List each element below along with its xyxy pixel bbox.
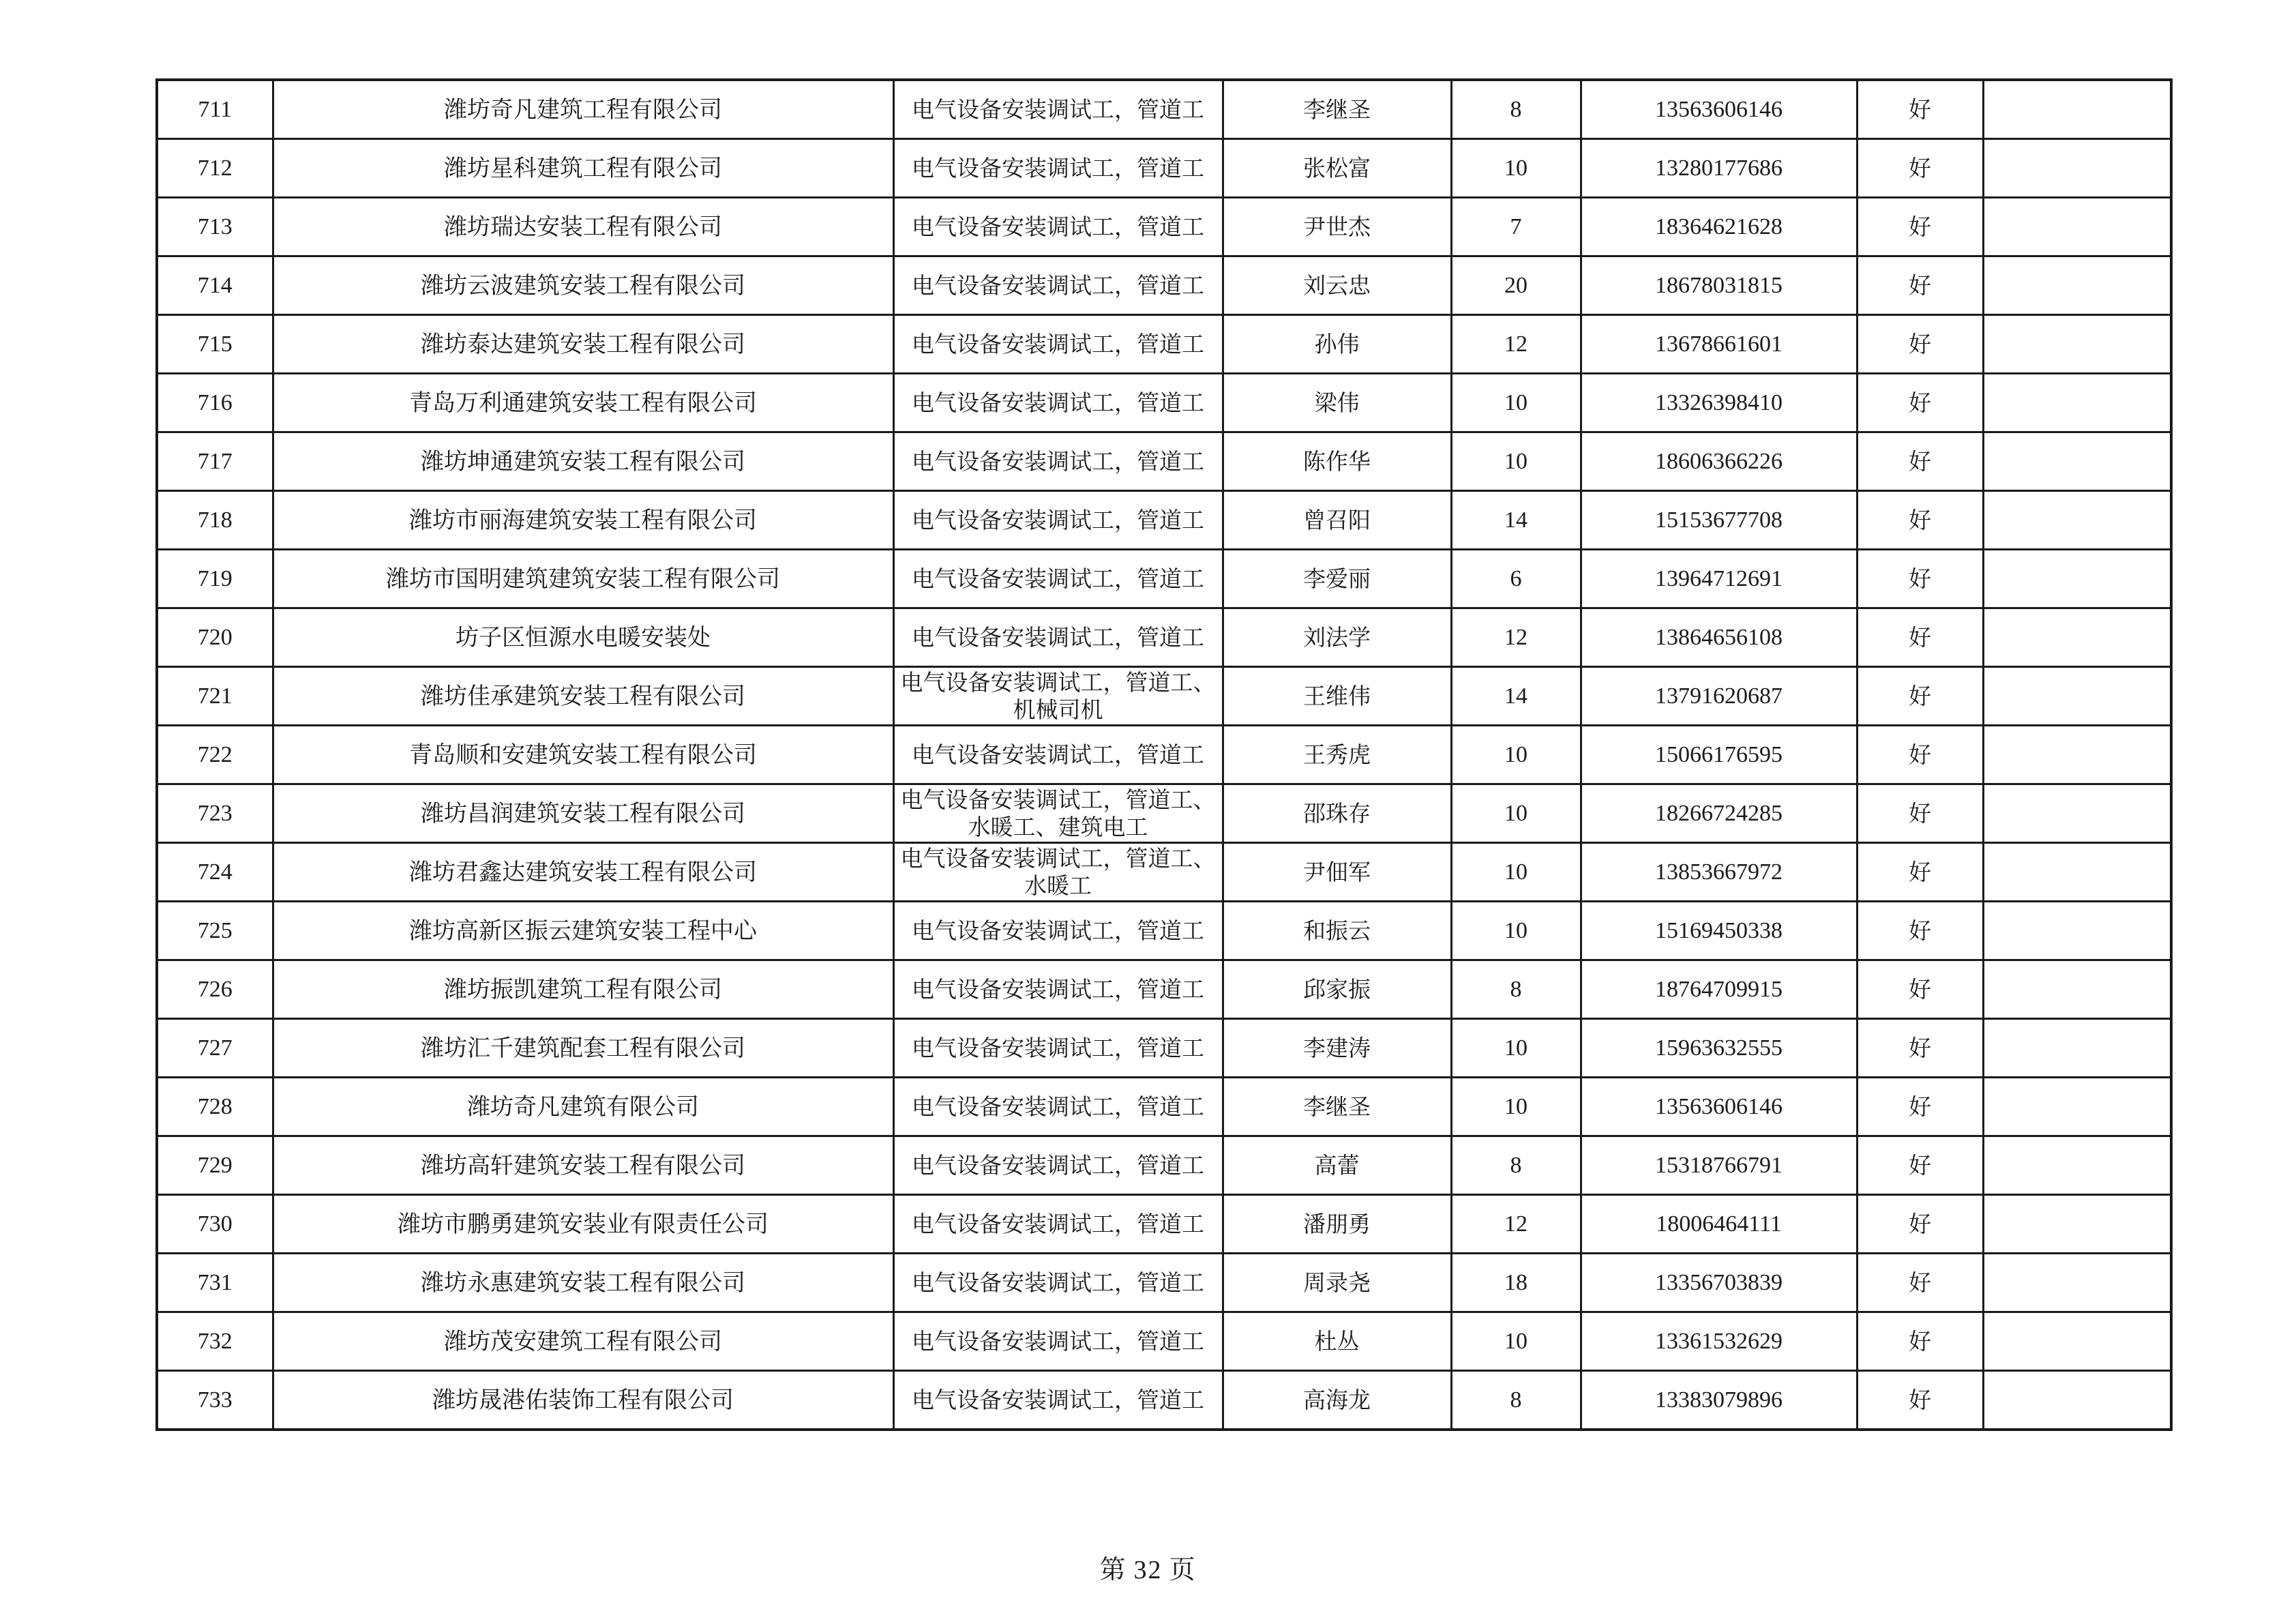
cell-worker-count: 10 (1451, 374, 1581, 432)
cell-company-name: 潍坊坤通建筑安装工程有限公司 (273, 432, 893, 491)
cell-serial-number: 726 (157, 960, 273, 1019)
cell-evaluation: 好 (1857, 902, 1983, 960)
cell-serial-number: 718 (157, 491, 273, 550)
cell-trade: 电气设备安装调试工，管道工 (893, 198, 1223, 256)
cell-trade: 电气设备安装调试工，管道工 (893, 1312, 1223, 1371)
cell-phone: 15153677708 (1581, 491, 1857, 550)
cell-trade: 电气设备安装调试工，管道工 (893, 374, 1223, 432)
cell-evaluation: 好 (1857, 198, 1983, 256)
cell-remark (1983, 843, 2171, 902)
cell-phone: 18266724285 (1581, 784, 1857, 843)
cell-company-name: 潍坊汇千建筑配套工程有限公司 (273, 1019, 893, 1078)
table-row (157, 315, 2171, 374)
cell-worker-count: 12 (1451, 608, 1581, 667)
cell-worker-count: 12 (1451, 1195, 1581, 1254)
table-row (157, 1312, 2171, 1371)
cell-serial-number: 714 (157, 256, 273, 315)
cell-serial-number: 715 (157, 315, 273, 374)
cell-worker-count: 10 (1451, 432, 1581, 491)
cell-company-name: 潍坊市鹏勇建筑安装业有限责任公司 (273, 1195, 893, 1254)
cell-company-name: 青岛顺和安建筑安装工程有限公司 (273, 726, 893, 784)
cell-evaluation: 好 (1857, 1254, 1983, 1312)
table-row (157, 726, 2171, 784)
cell-phone: 13964712691 (1581, 550, 1857, 608)
cell-phone: 13356703839 (1581, 1254, 1857, 1312)
contractor-table (155, 78, 2173, 1431)
cell-remark (1983, 1195, 2171, 1254)
cell-serial-number: 725 (157, 902, 273, 960)
cell-phone: 13361532629 (1581, 1312, 1857, 1371)
table-row (157, 1136, 2171, 1195)
cell-evaluation: 好 (1857, 608, 1983, 667)
cell-serial-number: 719 (157, 550, 273, 608)
cell-phone: 15066176595 (1581, 726, 1857, 784)
cell-evaluation: 好 (1857, 491, 1983, 550)
cell-remark (1983, 1136, 2171, 1195)
cell-remark (1983, 256, 2171, 315)
cell-worker-count: 20 (1451, 256, 1581, 315)
table-row (157, 843, 2171, 902)
cell-company-name: 坊子区恒源水电暖安装处 (273, 608, 893, 667)
cell-evaluation: 好 (1857, 960, 1983, 1019)
cell-phone: 15169450338 (1581, 902, 1857, 960)
cell-evaluation: 好 (1857, 1019, 1983, 1078)
cell-worker-count: 10 (1451, 843, 1581, 902)
cell-phone: 13563606146 (1581, 80, 1857, 139)
cell-trade: 电气设备安装调试工，管道工 (893, 80, 1223, 139)
cell-serial-number: 720 (157, 608, 273, 667)
cell-phone: 15318766791 (1581, 1136, 1857, 1195)
cell-company-name: 潍坊奇凡建筑工程有限公司 (273, 80, 893, 139)
cell-phone: 13326398410 (1581, 374, 1857, 432)
cell-contact-person: 潘朋勇 (1223, 1195, 1451, 1254)
cell-phone: 13864656108 (1581, 608, 1857, 667)
cell-remark (1983, 960, 2171, 1019)
cell-evaluation: 好 (1857, 80, 1983, 139)
cell-worker-count: 10 (1451, 1078, 1581, 1136)
cell-company-name: 潍坊星科建筑工程有限公司 (273, 139, 893, 198)
cell-worker-count: 8 (1451, 960, 1581, 1019)
cell-serial-number: 721 (157, 667, 273, 726)
cell-evaluation: 好 (1857, 315, 1983, 374)
cell-contact-person: 邱家振 (1223, 960, 1451, 1019)
cell-remark (1983, 608, 2171, 667)
cell-worker-count: 14 (1451, 491, 1581, 550)
cell-worker-count: 10 (1451, 902, 1581, 960)
table-row (157, 902, 2171, 960)
cell-company-name: 潍坊瑞达安装工程有限公司 (273, 198, 893, 256)
cell-company-name: 潍坊昌润建筑安装工程有限公司 (273, 784, 893, 843)
cell-trade: 电气设备安装调试工，管道工 (893, 1136, 1223, 1195)
cell-serial-number: 731 (157, 1254, 273, 1312)
cell-remark (1983, 1312, 2171, 1371)
table-row (157, 667, 2171, 726)
cell-trade: 电气设备安装调试工，管道工 (893, 1254, 1223, 1312)
cell-trade: 电气设备安装调试工，管道工 (893, 1019, 1223, 1078)
cell-serial-number: 732 (157, 1312, 273, 1371)
cell-company-name: 潍坊云波建筑安装工程有限公司 (273, 256, 893, 315)
cell-remark (1983, 432, 2171, 491)
cell-contact-person: 周录尧 (1223, 1254, 1451, 1312)
cell-serial-number: 733 (157, 1371, 273, 1430)
cell-evaluation: 好 (1857, 1078, 1983, 1136)
cell-company-name: 潍坊市丽海建筑安装工程有限公司 (273, 491, 893, 550)
cell-trade: 电气设备安装调试工，管道工 (893, 1195, 1223, 1254)
cell-evaluation: 好 (1857, 374, 1983, 432)
cell-company-name: 潍坊高新区振云建筑安装工程中心 (273, 902, 893, 960)
page-label-prefix: 第 (1099, 1554, 1127, 1584)
cell-serial-number: 723 (157, 784, 273, 843)
table-row (157, 432, 2171, 491)
cell-trade: 电气设备安装调试工，管道工 (893, 726, 1223, 784)
table-row (157, 608, 2171, 667)
cell-phone: 18678031815 (1581, 256, 1857, 315)
cell-contact-person: 李继圣 (1223, 1078, 1451, 1136)
cell-serial-number: 712 (157, 139, 273, 198)
cell-contact-person: 和振云 (1223, 902, 1451, 960)
cell-company-name: 潍坊高轩建筑安装工程有限公司 (273, 1136, 893, 1195)
cell-worker-count: 10 (1451, 1312, 1581, 1371)
cell-evaluation: 好 (1857, 726, 1983, 784)
cell-serial-number: 730 (157, 1195, 273, 1254)
cell-serial-number: 711 (157, 80, 273, 139)
table-body (157, 80, 2171, 1430)
cell-worker-count: 10 (1451, 139, 1581, 198)
cell-evaluation: 好 (1857, 139, 1983, 198)
cell-contact-person: 邵珠存 (1223, 784, 1451, 843)
table-row (157, 1078, 2171, 1136)
table-row (157, 1254, 2171, 1312)
cell-contact-person: 王秀虎 (1223, 726, 1451, 784)
cell-worker-count: 10 (1451, 784, 1581, 843)
cell-worker-count: 8 (1451, 80, 1581, 139)
table-row (157, 1019, 2171, 1078)
cell-serial-number: 713 (157, 198, 273, 256)
cell-phone: 13563606146 (1581, 1078, 1857, 1136)
cell-remark (1983, 198, 2171, 256)
table-row (157, 1195, 2171, 1254)
cell-remark (1983, 315, 2171, 374)
cell-worker-count: 10 (1451, 726, 1581, 784)
cell-evaluation: 好 (1857, 1195, 1983, 1254)
cell-trade: 电气设备安装调试工，管道工 (893, 902, 1223, 960)
cell-contact-person: 陈作华 (1223, 432, 1451, 491)
cell-evaluation: 好 (1857, 432, 1983, 491)
cell-phone: 13678661601 (1581, 315, 1857, 374)
cell-company-name: 潍坊奇凡建筑有限公司 (273, 1078, 893, 1136)
table-row (157, 784, 2171, 843)
cell-contact-person: 梁伟 (1223, 374, 1451, 432)
cell-trade: 电气设备安装调试工，管道工 (893, 491, 1223, 550)
cell-remark (1983, 902, 2171, 960)
cell-remark (1983, 1019, 2171, 1078)
cell-phone: 18006464111 (1581, 1195, 1857, 1254)
cell-worker-count: 18 (1451, 1254, 1581, 1312)
cell-serial-number: 729 (157, 1136, 273, 1195)
cell-worker-count: 8 (1451, 1371, 1581, 1430)
cell-contact-person: 尹佃军 (1223, 843, 1451, 902)
cell-remark (1983, 1371, 2171, 1430)
cell-contact-person: 尹世杰 (1223, 198, 1451, 256)
cell-trade: 电气设备安装调试工，管道工 (893, 432, 1223, 491)
table-row (157, 491, 2171, 550)
table-row (157, 1371, 2171, 1430)
cell-trade: 电气设备安装调试工，管道工 (893, 608, 1223, 667)
cell-trade: 电气设备安装调试工，管道工、水暖工、建筑电工 (893, 784, 1223, 843)
table-row (157, 550, 2171, 608)
cell-evaluation: 好 (1857, 256, 1983, 315)
cell-trade: 电气设备安装调试工，管道工 (893, 1371, 1223, 1430)
cell-trade: 电气设备安装调试工，管道工 (893, 550, 1223, 608)
table-row (157, 80, 2171, 139)
cell-contact-person: 李继圣 (1223, 80, 1451, 139)
cell-remark (1983, 80, 2171, 139)
cell-remark (1983, 667, 2171, 726)
cell-contact-person: 曾召阳 (1223, 491, 1451, 550)
cell-serial-number: 728 (157, 1078, 273, 1136)
cell-serial-number: 717 (157, 432, 273, 491)
cell-phone: 18364621628 (1581, 198, 1857, 256)
table-row (157, 960, 2171, 1019)
cell-evaluation: 好 (1857, 667, 1983, 726)
cell-remark (1983, 784, 2171, 843)
table-row (157, 374, 2171, 432)
cell-worker-count: 8 (1451, 1136, 1581, 1195)
cell-contact-person: 孙伟 (1223, 315, 1451, 374)
cell-trade: 电气设备安装调试工，管道工 (893, 315, 1223, 374)
cell-contact-person: 王维伟 (1223, 667, 1451, 726)
cell-trade: 电气设备安装调试工，管道工 (893, 1078, 1223, 1136)
cell-company-name: 潍坊永惠建筑安装工程有限公司 (273, 1254, 893, 1312)
cell-phone: 18764709915 (1581, 960, 1857, 1019)
table-row (157, 198, 2171, 256)
cell-trade: 电气设备安装调试工，管道工、水暖工 (893, 843, 1223, 902)
cell-contact-person: 刘法学 (1223, 608, 1451, 667)
cell-company-name: 青岛万利通建筑安装工程有限公司 (273, 374, 893, 432)
cell-evaluation: 好 (1857, 843, 1983, 902)
cell-remark (1983, 1078, 2171, 1136)
table-row (157, 139, 2171, 198)
cell-contact-person: 刘云忠 (1223, 256, 1451, 315)
cell-phone: 18606366226 (1581, 432, 1857, 491)
cell-worker-count: 7 (1451, 198, 1581, 256)
cell-phone: 13791620687 (1581, 667, 1857, 726)
cell-contact-person: 李爱丽 (1223, 550, 1451, 608)
cell-worker-count: 12 (1451, 315, 1581, 374)
page-number: 32 (1133, 1556, 1163, 1584)
cell-worker-count: 14 (1451, 667, 1581, 726)
cell-evaluation: 好 (1857, 1312, 1983, 1371)
cell-trade: 电气设备安装调试工，管道工 (893, 256, 1223, 315)
cell-trade: 电气设备安装调试工，管道工 (893, 139, 1223, 198)
cell-contact-person: 高蕾 (1223, 1136, 1451, 1195)
cell-contact-person: 高海龙 (1223, 1371, 1451, 1430)
cell-remark (1983, 1254, 2171, 1312)
cell-worker-count: 6 (1451, 550, 1581, 608)
cell-phone: 15963632555 (1581, 1019, 1857, 1078)
cell-contact-person: 杜丛 (1223, 1312, 1451, 1371)
cell-company-name: 潍坊振凯建筑工程有限公司 (273, 960, 893, 1019)
cell-serial-number: 722 (157, 726, 273, 784)
cell-serial-number: 716 (157, 374, 273, 432)
cell-trade: 电气设备安装调试工，管道工、机械司机 (893, 667, 1223, 726)
cell-contact-person: 李建涛 (1223, 1019, 1451, 1078)
cell-evaluation: 好 (1857, 1371, 1983, 1430)
cell-remark (1983, 550, 2171, 608)
cell-remark (1983, 374, 2171, 432)
cell-phone: 13280177686 (1581, 139, 1857, 198)
cell-company-name: 潍坊泰达建筑安装工程有限公司 (273, 315, 893, 374)
cell-evaluation: 好 (1857, 1136, 1983, 1195)
cell-contact-person: 张松富 (1223, 139, 1451, 198)
cell-remark (1983, 491, 2171, 550)
cell-trade: 电气设备安装调试工，管道工 (893, 960, 1223, 1019)
cell-remark (1983, 726, 2171, 784)
cell-worker-count: 10 (1451, 1019, 1581, 1078)
cell-serial-number: 724 (157, 843, 273, 902)
page-footer (0, 1548, 2296, 1586)
cell-remark (1983, 139, 2171, 198)
cell-company-name: 潍坊君鑫达建筑安装工程有限公司 (273, 843, 893, 902)
cell-company-name: 潍坊晟港佑装饰工程有限公司 (273, 1371, 893, 1430)
cell-phone: 13853667972 (1581, 843, 1857, 902)
cell-evaluation: 好 (1857, 784, 1983, 843)
cell-serial-number: 727 (157, 1019, 273, 1078)
cell-evaluation: 好 (1857, 550, 1983, 608)
cell-company-name: 潍坊市国明建筑建筑安装工程有限公司 (273, 550, 893, 608)
cell-company-name: 潍坊佳承建筑安装工程有限公司 (273, 667, 893, 726)
cell-company-name: 潍坊茂安建筑工程有限公司 (273, 1312, 893, 1371)
table-row (157, 256, 2171, 315)
page-label-suffix: 页 (1169, 1554, 1197, 1584)
cell-phone: 13383079896 (1581, 1371, 1857, 1430)
